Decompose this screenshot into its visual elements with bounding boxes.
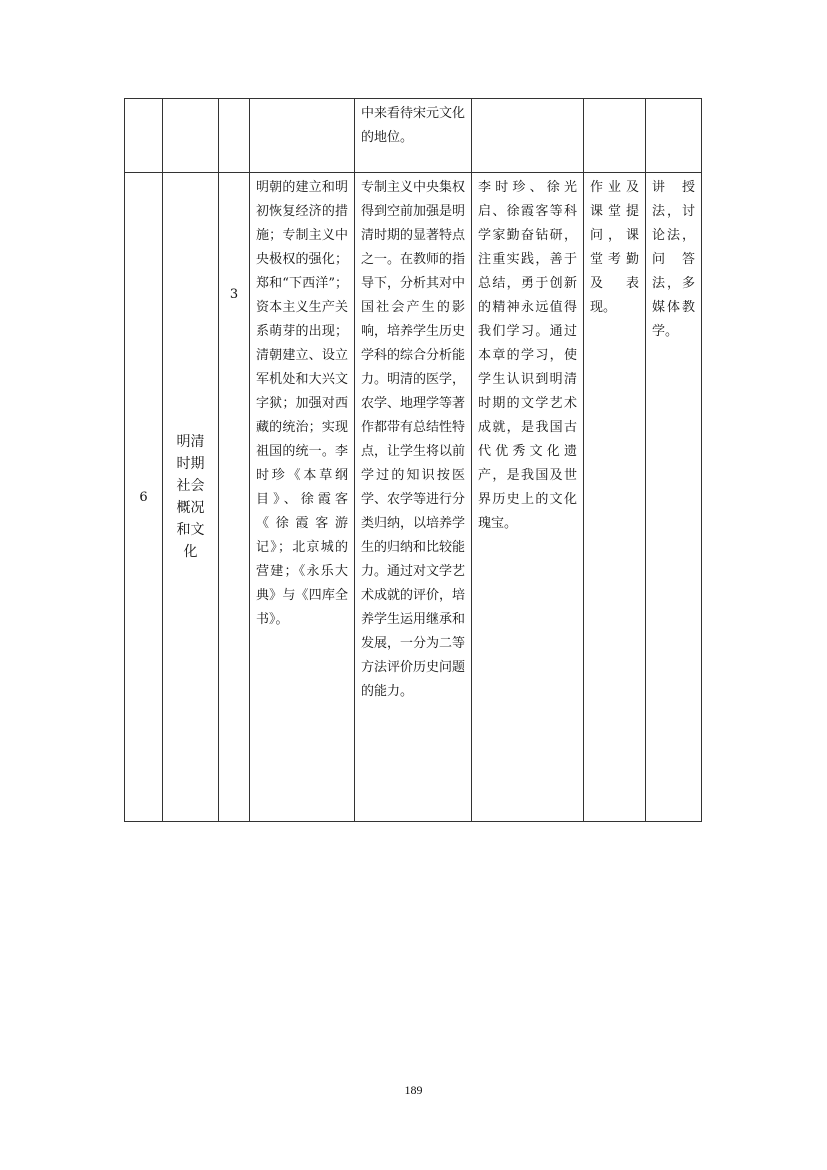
cell-title: 明清时期社会概况和文化 xyxy=(163,173,219,822)
cell-title xyxy=(163,99,219,173)
cell-content: 明朝的建立和明初恢复经济的措施；专制主义中央极权的强化；郑和“下西洋”；资本主义生产关系萌芽的出现；清朝建立、设立军机处和大兴文字狱；加强对西藏的统治；实现祖国的统一。李时珍《本草纲目》、徐霞客《徐霞客游记》；北京城的营建；《永乐大典》与《四库全书》。 xyxy=(250,173,355,822)
cell-index xyxy=(125,99,163,173)
cell-hours xyxy=(219,99,250,173)
cell-objective: 中来看待宋元文化的地位。 xyxy=(355,99,472,173)
page-number: 189 xyxy=(404,1083,423,1097)
cell-assessment xyxy=(584,99,646,173)
syllabus-table xyxy=(124,98,702,822)
cell-objective: 专制主义中央集权得到空前加强是明清时期的显著特点之一。在教师的指导下，分析其对中国社会产生的影响，培养学生历史学科的综合分析能力。明清的医学，农学、地理学等著作都带有总结性特点，让学生将以前学过的知识按医学、农学等进行分类归纳，以培养学生的归纳和比较能力。通过对文学艺术成就的评价，培养学生运用继承和发展，一分为二等方法评价历史问题的能力。 xyxy=(355,173,472,822)
cell-hours: 3 xyxy=(219,173,250,822)
table-row xyxy=(125,173,702,822)
cell-moral-education xyxy=(472,99,584,173)
cell-index: 6 xyxy=(125,173,163,822)
cell-content xyxy=(250,99,355,173)
table-row xyxy=(125,99,702,173)
cell-methods xyxy=(646,99,702,173)
cell-assessment: 作业及课堂提问，课堂考勤及表现。 xyxy=(584,173,646,822)
cell-methods: 讲授法，讨论法，问答法，多媒体教学。 xyxy=(646,173,702,822)
cell-moral-education: 李时珍、徐光启、徐霞客等科学家勤奋钻研，注重实践，善于总结，勇于创新的精神永远值得我们学习。通过本章的学习，使学生认识到明清时期的文学艺术成就，是我国古代优秀文化遗产，是我国及世界历史上的文化瑰宝。 xyxy=(472,173,584,822)
